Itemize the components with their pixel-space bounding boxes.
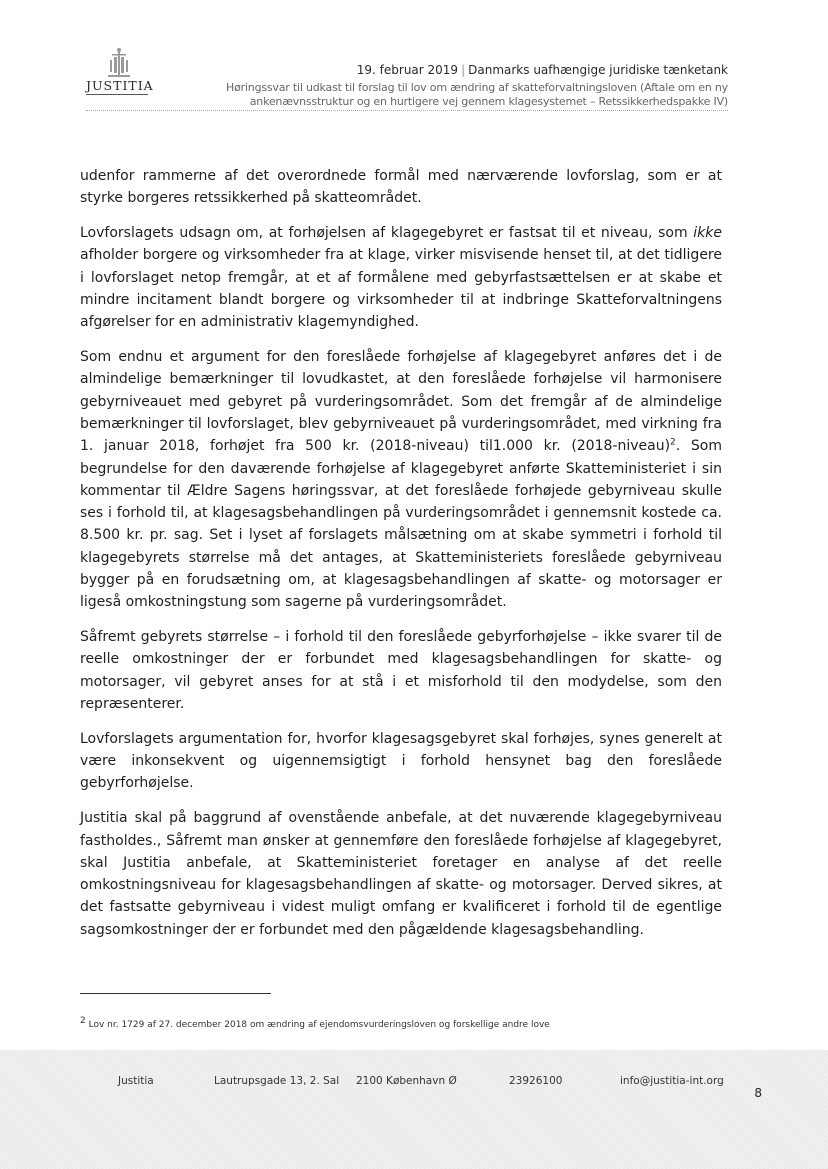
paragraph-3 [80, 346, 722, 614]
page-number: 8 [754, 1086, 762, 1100]
footer-phone: 23926100 [509, 1075, 563, 1087]
footer-city: 2100 København Ø [356, 1075, 457, 1087]
paragraph-2-emphasis: ikke [693, 225, 722, 242]
footnote-divider [80, 993, 271, 994]
footer-org: Justitia [118, 1075, 154, 1087]
paragraph-3-part-a: Som endnu et argument for den foreslåede forhøjelse af klagegebyret anføres det i de almindelige bemærkninger til lovudkastet, at den foreslåede forhøjelse vil harmonisere gebyrniveauet med gebyret på vurderingsområdet. Som det fremgår af de almindelige bemærkninger til lovforslaget, blev gebyrniveauet på vurderingsområdet, med virkning fra 1. januar 2018, forhøjet fra 500 kr. (2018-niveau) til1.000 kr. (2018-niveau) [80, 349, 722, 455]
logo-text: JUSTITIA [86, 78, 154, 93]
footer-email[interactable]: info@justitia-int.org [620, 1075, 724, 1087]
header-separator: | [461, 63, 466, 77]
scales-emblem-icon [102, 48, 136, 80]
header-divider [86, 110, 728, 111]
logo-underline [86, 94, 148, 95]
header-subtitle-line2: ankenævnsstruktur og en hurtigere vej gennem klagesystemet – Retssikkerhedspakke IV) [249, 95, 728, 108]
paragraph-3-part-b: . Som begrundelse for den daværende forhøjelse af klagegebyret anførte Skatteministeriet i sin kommentar til Ældre Sagens høringssvar, at det foreslåede forhøjede gebyrniveau skulle ses i forhold til, at klagesagsbehandlingen på vurderingsområdet i gennemsnit kostede ca. 8.500 kr. pr. sag. Set i lyset af forslagets målsætning om at skabe symmetri i forhold til klagegebyrets størrelse må det antages, at Skatteministeriets foreslåede gebyrniveau bygger på en forudsætning om, at klagesagsbehandlingen af skatte- og motorsager er ligeså omkostningstung som sagerne på vurderingsområdet. [80, 438, 723, 611]
header-date: 19. februar 2019 [356, 63, 459, 77]
footnote-text: Lov nr. 1729 af 27. december 2018 om ændring af ejendomsvurderingsloven og forskellige andre love [85, 1020, 550, 1030]
paragraph-2 [80, 222, 722, 333]
paragraph-5: Lovforslagets argumentation for, hvorfor klagesagsgebyret skal forhøjes, synes generelt at være inkonsekvent og uigennemsigtigt i forhold hensynet bag den foreslåede gebyrforhøjelse. [80, 730, 722, 792]
justitia-logo [86, 48, 154, 96]
document-body [80, 165, 722, 954]
header-organization: Danmarks uafhængige juridiske tænketank [468, 63, 728, 77]
header-date-org [357, 63, 728, 77]
footnote-ref[interactable]: 2 [670, 437, 676, 448]
paragraph-2-part-b: afholder borgere og virksomheder fra at klage, virker misvisende henset til, at det tidligere i lovforslaget netop fremgår, at et af formålene med gebyrfastsættelsen er at skabe et mindre incitament blandt borgere og virksomheder til at indbringe Skatteforvaltningens afgørelser for en administrativ klagemyndighed. [80, 247, 722, 331]
footnote [80, 1016, 550, 1030]
paragraph-6: Justitia skal på baggrund af ovenstående anbefale, at det nuværende klagegebyrniveau fastholdes., Såfremt man ønsker at gennemføre den foreslåede forhøjelse af klagegebyret, skal Justitia anbefale, at Skatteministeriet foretager en analyse af det reelle omkostningsniveau for klagesagsbehandlingen af skatte- og motorsager. Derved sikres, at det fastsatte gebyrniveau i videst muligt omfang er kvalificeret i forhold til de egentlige sagsomkostninger der er forbundet med den pågældende klagesagsbehandling. [80, 810, 722, 938]
header-subtitle-line1: Høringssvar til udkast til forslag til lov om ændring af skatteforvaltningsloven (Aftale om en ny [226, 81, 728, 94]
paragraph-4: Såfremt gebyrets størrelse – i forhold til den foreslåede gebyrforhøjelse – ikke svarer til de reelle omkostninger der er forbundet med klagesagsbehandlingen for skatte- og motorsager, vil gebyret anses for at stå i et misforhold til den modydelse, som den repræsenterer. [80, 629, 722, 713]
paragraph-2-part-a: Lovforslagets udsagn om, at forhøjelsen af klagegebyret er fastsat til et niveau, som [80, 225, 694, 242]
paragraph-1: udenfor rammerne af det overordnede formål med nærværende lovforslag, som er at styrke borgeres retssikkerhed på skatteområdet. [80, 168, 722, 207]
footnote-number: 2 [80, 1016, 86, 1026]
page-footer [0, 1050, 828, 1169]
footer-address: Lautrupsgade 13, 2. Sal [214, 1075, 340, 1087]
